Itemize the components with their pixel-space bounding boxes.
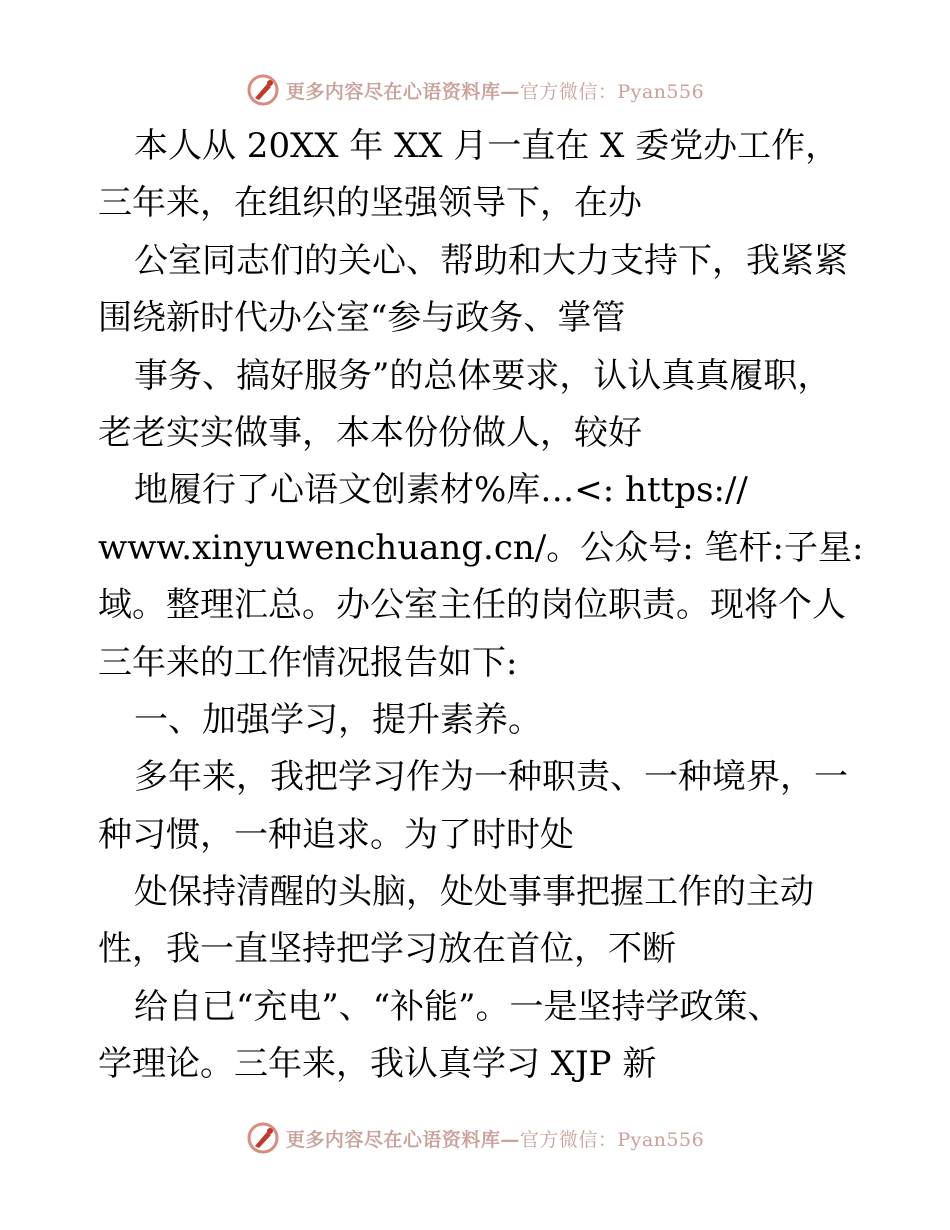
watermark-text: 更多内容尽在心语资料库—官方微信：Pyan556 (285, 1128, 705, 1151)
text-line: 地履行了心语文创素材%库…<: https:// (134, 470, 748, 511)
pen-logo-icon (246, 73, 280, 107)
text-line: 域。整理汇总。办公室主任的岗位职责。现将个人 (98, 585, 846, 626)
footer-watermark-banner (0, 1118, 950, 1158)
text-line: 本人从 20XX 年 XX 月一直在 X 委党办工作， (134, 126, 840, 166)
text-line: 老老实实做事，本本份份做人，较好 (98, 412, 642, 453)
text-line: 处保持清醒的头脑，处处事事把握工作的主动 (134, 872, 814, 913)
text-line: 性，我一直坚持把学习放在首位，不断 (98, 929, 676, 970)
header-watermark-banner (0, 70, 950, 110)
pen-logo-icon (246, 1121, 280, 1155)
text-line: 事务、搞好服务”的总体要求，认认真真履职， (134, 355, 832, 396)
text-line: 公室同志们的关心、帮助和大力支持下，我紧紧 (134, 240, 848, 281)
text-line: 学理论。三年来，我认真学习 XJP 新 (98, 1044, 657, 1085)
text-line: www.xinyuwenchuang.cn/。公众号: 笔杆:子星: (98, 527, 864, 568)
text-line: 三年来，在组织的坚强领导下，在办 (98, 183, 642, 224)
text-line: 一、加强学习，提升素养。 (134, 699, 542, 740)
text-line: 多年来，我把学习作为一种职责、一种境界，一 (134, 757, 848, 798)
watermark-text: 更多内容尽在心语资料库—官方微信：Pyan556 (285, 80, 705, 103)
text-line: 种习惯，一种追求。为了时时处 (98, 814, 574, 855)
text-line: 三年来的工作情况报告如下: (98, 642, 518, 683)
text-line: 围绕新时代办公室“参与政务、掌管 (98, 298, 626, 339)
document-body (98, 118, 864, 1094)
text-line: 给自已“充电”、“补能”。一是坚持学政策、 (134, 986, 782, 1027)
